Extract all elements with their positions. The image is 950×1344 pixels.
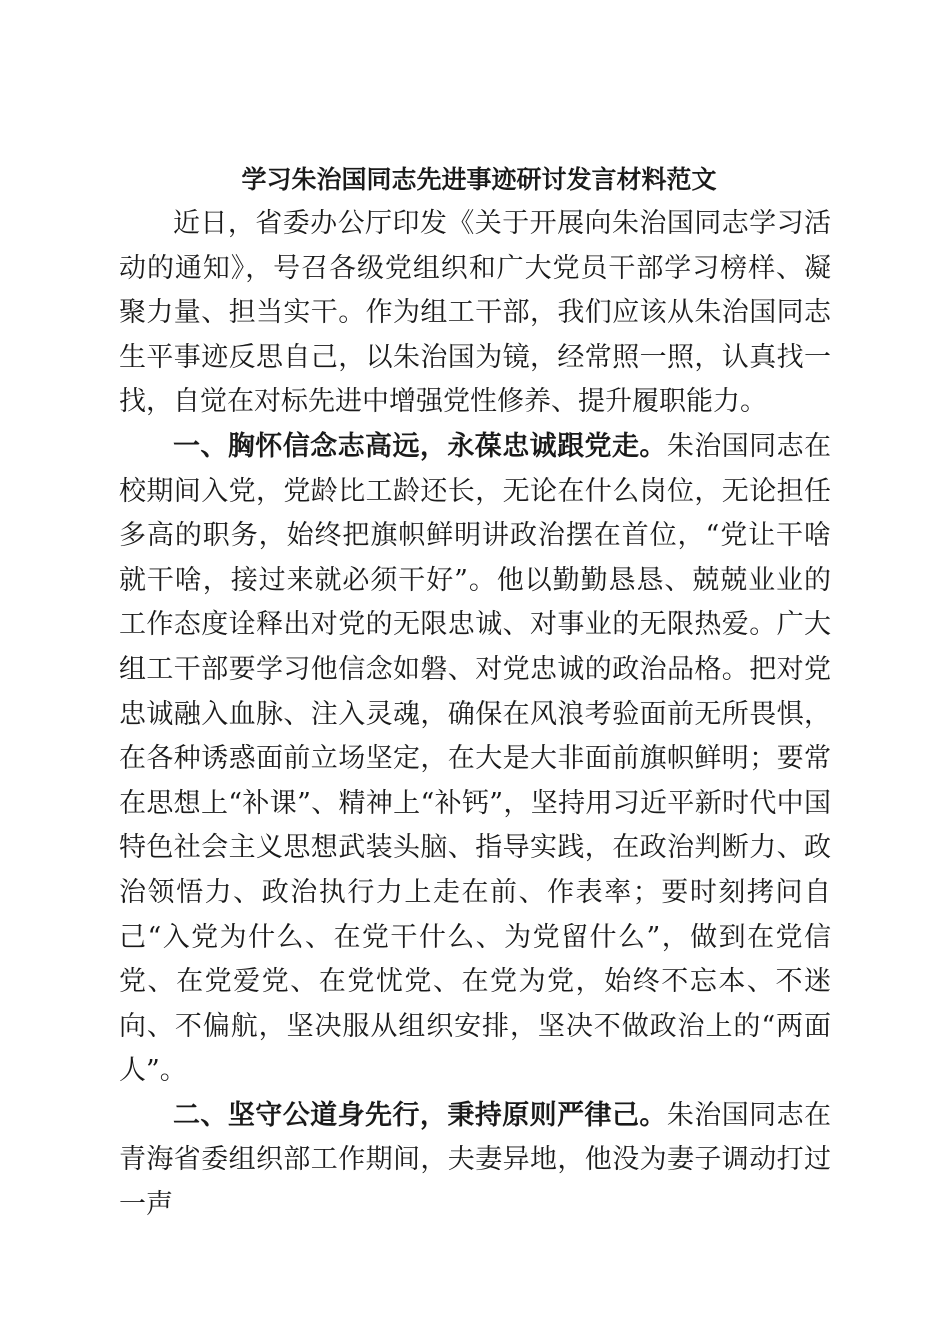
- section-heading-2: 二、坚守公道身先行，秉持原则严律己。: [173, 1099, 667, 1131]
- section-body-2: 朱治国同志在青海省委组织部工作期间，夫妻异地，他没为妻子调动打过一声: [119, 1099, 832, 1221]
- section-paragraph-1: [119, 425, 831, 1094]
- document-title: 学习朱治国同志先进事迹研讨发言材料范文: [241, 165, 717, 194]
- section-body-1: 朱治国同志在校期间入党，党龄比工龄还长，无论在什么岗位，无论担任多高的职务，始终把旗帜鲜明讲政治摆在首位，“党让干啥就干啥，接过来就必须干好”。他以勤勤恳恳、兢兢业业的工作态度诠释出对党的无限忠诚、对事业的无限热爱。广大组工干部要学习他信念如磐、对党忠诚的政治品格。把对党忠诚融入血脉、注入灵魂，确保在风浪考验面前无所畏惧，在各种诱惑面前立场坚定，在大是大非面前旗帜鲜明；要常在思想上“补课”、精神上“补钙”，坚持用习近平新时代中国特色社会主义思想武装头脑、指导实践，在政治判断力、政治领悟力、政治执行力上走在前、作表率；要时刻拷问自己“入党为什么、在党干什么、为党留什么”，做到在党信党、在党爱党、在党忧党、在党为党，始终不忘本、不迷向、不偏航，坚决服从组织安排，坚决不做政治上的“两面人”。: [119, 430, 832, 1087]
- section-heading-1: 一、胸怀信念志高远，永葆忠诚跟党走。: [173, 430, 667, 462]
- intro-paragraph: 近日，省委办公厅印发《关于开展向朱治国同志学习活动的通知》，号召各级党组织和广大党员干部学习榜样、凝聚力量、担当实干。作为组工干部，我们应该从朱治国同志生平事迹反思自己，以朱治国为镜，经常照一照，认真找一找，自觉在对标先进中增强党性修养、提升履职能力。: [119, 208, 831, 418]
- document-page: [119, 158, 831, 1228]
- section-paragraph-2: [119, 1094, 831, 1228]
